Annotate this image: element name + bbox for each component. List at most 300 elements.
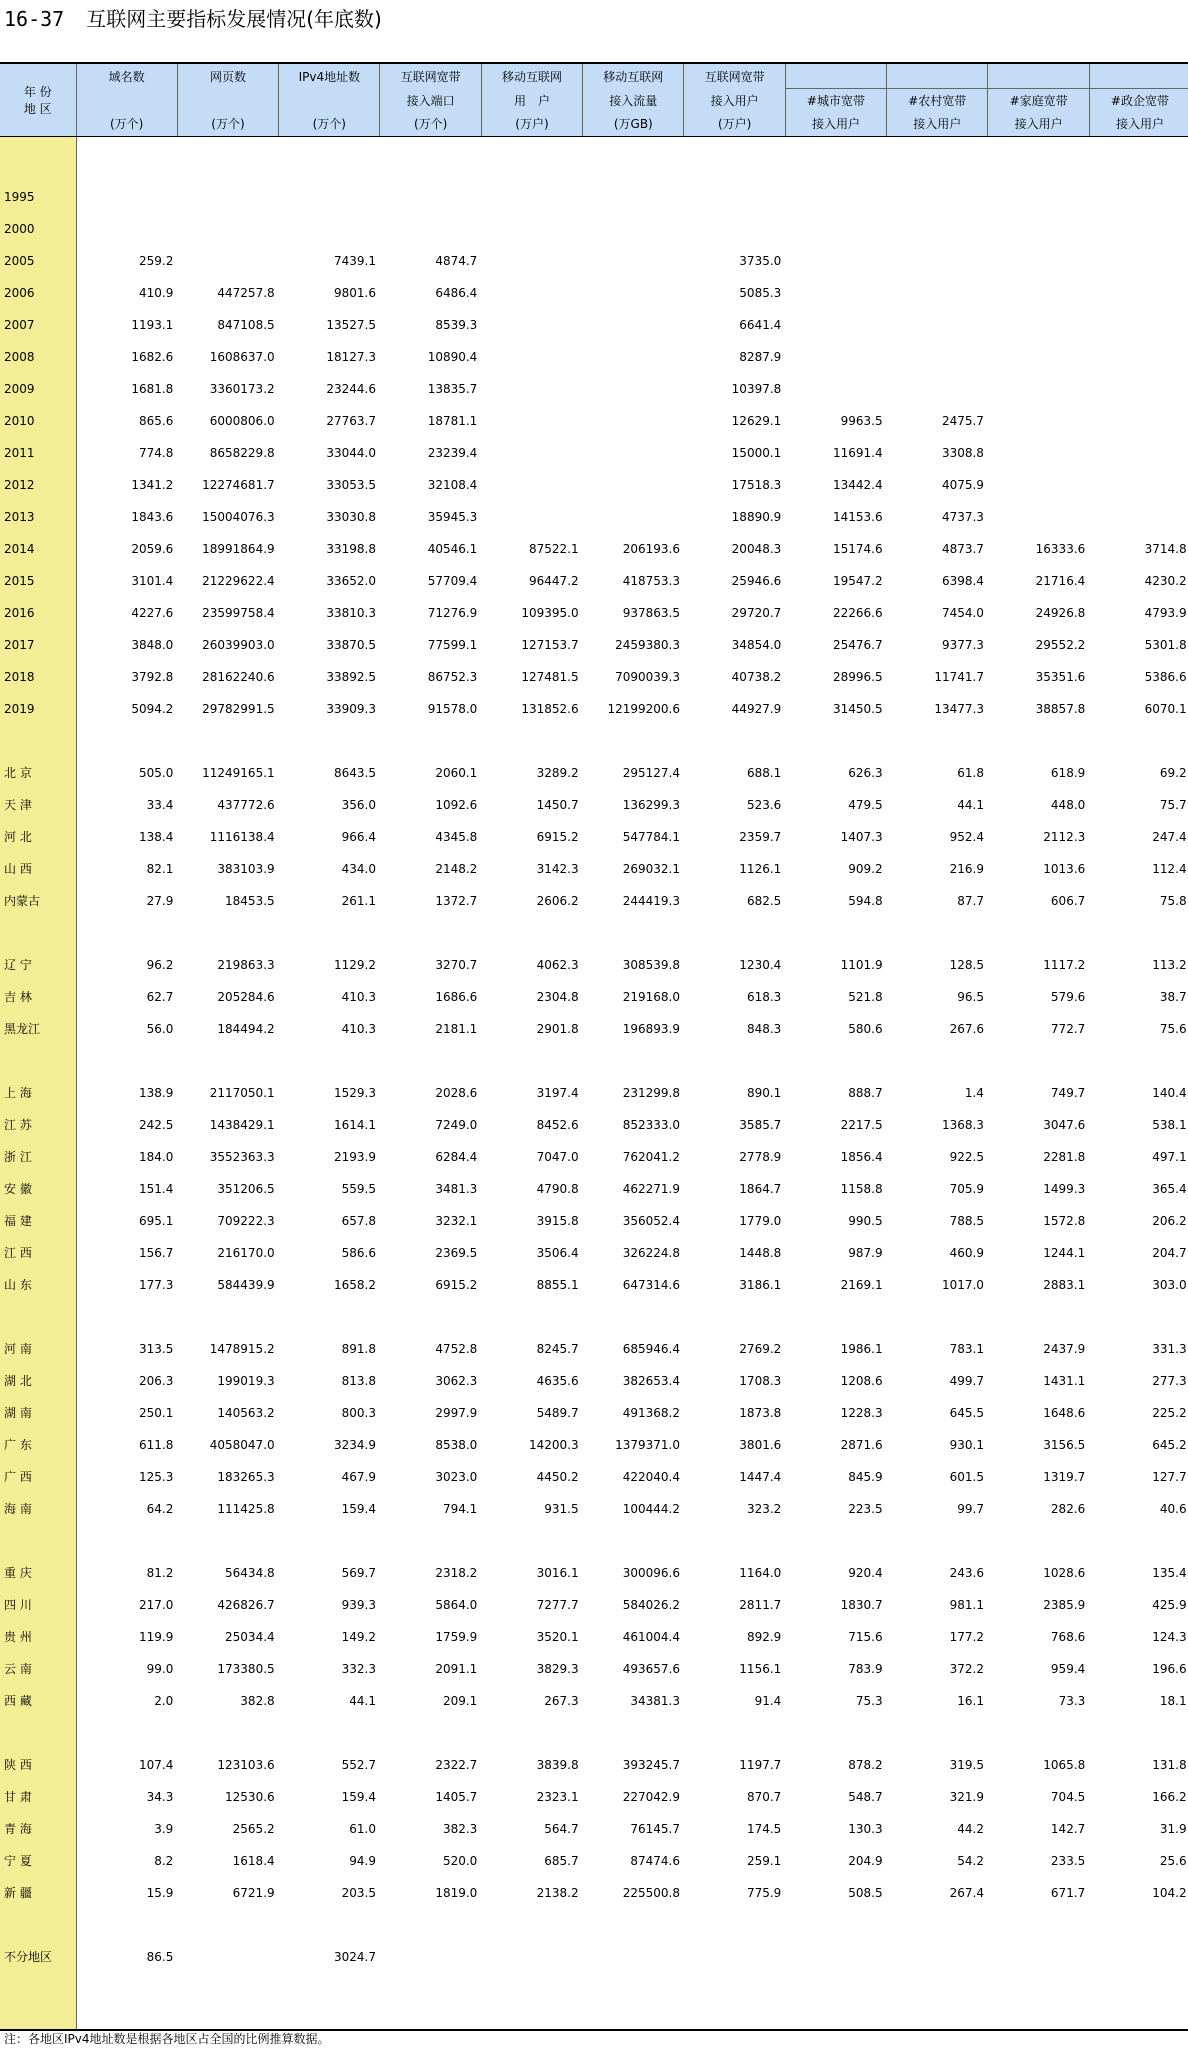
table-cell: 250.1 [138,1405,174,1420]
table-cell [785,341,886,373]
table-cell [481,501,582,533]
row-label: 云 南 [0,1653,76,1685]
table-cell: 931.5 [544,1501,579,1516]
table-cell: 6641.4 [739,317,782,332]
table-cell: 775.9 [746,1885,782,1900]
table-cell [583,469,684,501]
table-cell: 203.5 [341,1885,376,1900]
table-cell: 1648.6 [1043,1405,1086,1420]
spacer-row [0,1973,1188,2030]
table-cell: 3360173.2 [209,381,275,396]
table-cell: 86.5 [146,1949,174,1964]
table-row [0,373,1188,405]
table-row [0,885,1188,917]
row-label: 陕 西 [0,1749,76,1781]
table-cell [481,309,582,341]
table-cell: 959.4 [1050,1661,1086,1676]
table-cell: 12530.6 [225,1789,275,1804]
table-cell: 33198.8 [326,541,376,556]
row-label: 2015 [0,565,76,597]
column-header-1-mid [76,88,177,112]
table-cell: 1431.1 [1043,1373,1086,1388]
spacer-row [0,1525,1188,1557]
table-cell: 123103.6 [217,1757,275,1772]
table-cell: 177.3 [138,1277,174,1292]
table-cell: 939.3 [341,1597,376,1612]
table-cell: 331.3 [1152,1341,1187,1356]
table-row [0,469,1188,501]
table-cell [380,213,481,245]
row-label: 2009 [0,373,76,405]
table-row [0,1781,1188,1813]
table-cell: 762041.2 [622,1149,680,1164]
column-header-11-mid: #政企宽带 [1089,88,1188,112]
table-cell: 8287.9 [739,349,782,364]
table-cell: 2318.2 [435,1565,478,1580]
table-cell: 520.0 [442,1853,478,1868]
table-cell: 888.7 [848,1085,883,1100]
table-cell: 267.4 [949,1885,984,1900]
table-cell [380,1941,481,1973]
table-cell: 56434.8 [225,1565,275,1580]
table-cell: 112.4 [1152,861,1187,876]
table-cell: 845.9 [848,1469,883,1484]
row-label: 浙 江 [0,1141,76,1173]
row-label: 天 津 [0,789,76,821]
table-cell: 2459380.3 [615,637,680,652]
table-cell: 216170.0 [217,1245,275,1260]
table-cell: 3232.1 [435,1213,478,1228]
table-cell [583,181,684,213]
row-label: 上 海 [0,1077,76,1109]
table-cell [785,181,886,213]
table-cell [1089,213,1188,245]
table-cell: 5094.2 [131,701,174,716]
table-cell: 33810.3 [326,605,376,620]
row-label: 2008 [0,341,76,373]
table-row [0,1109,1188,1141]
table-cell: 21229622.4 [202,573,275,588]
table-cell: 40.6 [1159,1501,1187,1516]
table-cell: 772.7 [1050,1021,1086,1036]
row-label: 2007 [0,309,76,341]
column-header-6-bot: (万GB) [583,112,684,136]
table-cell: 76145.7 [630,1821,680,1836]
table-cell [887,373,988,405]
table-cell: 23239.4 [427,445,478,460]
table-cell: 13527.5 [326,317,376,332]
table-cell [279,213,380,245]
table-cell: 8.2 [154,1853,174,1868]
table-cell: 1116138.4 [209,829,275,844]
table-cell: 1156.1 [739,1661,782,1676]
table-cell: 244419.3 [622,893,680,908]
table-cell: 685.7 [544,1853,579,1868]
table-cell: 870.7 [746,1789,782,1804]
table-cell: 231299.8 [622,1085,680,1100]
table-cell: 209.1 [442,1693,478,1708]
column-header-7-bot: (万户) [684,112,785,136]
table-cell: 57709.4 [427,573,478,588]
column-header-9-top [887,64,988,88]
table-cell: 7439.1 [333,253,376,268]
table-cell: 96.2 [146,957,174,972]
table-cell: 18.1 [1159,1693,1187,1708]
table-cell [481,373,582,405]
table-cell: 7090039.3 [615,669,680,684]
table-cell: 3829.3 [536,1661,579,1676]
table-cell: 1117.2 [1043,957,1086,972]
table-cell: 111425.8 [217,1501,275,1516]
table-cell: 24926.8 [1035,605,1086,620]
table-cell: 461004.4 [622,1629,680,1644]
table-cell: 5864.0 [435,1597,478,1612]
table-cell: 579.6 [1050,989,1086,1004]
table-cell [1089,245,1188,277]
table-cell: 75.8 [1159,893,1187,908]
table-cell [1089,469,1188,501]
table-cell: 29782991.5 [202,701,275,716]
table-cell: 87474.6 [630,1853,680,1868]
table-cell: 3023.0 [435,1469,478,1484]
table-cell: 4737.3 [941,509,984,524]
table-cell: 313.5 [138,1341,174,1356]
table-cell: 626.3 [848,765,883,780]
table-cell: 8452.6 [536,1117,579,1132]
table-cell: 1228.3 [840,1405,883,1420]
row-label: 重 庆 [0,1557,76,1589]
table-cell [1089,437,1188,469]
table-cell: 33652.0 [326,573,376,588]
table-cell: 365.4 [1152,1181,1187,1196]
table-cell: 16333.6 [1035,541,1086,556]
row-label: 2006 [0,277,76,309]
table-cell: 183265.3 [217,1469,275,1484]
table-cell [988,277,1089,309]
table-cell: 54.2 [957,1853,984,1868]
table-row [0,501,1188,533]
table-row [0,1269,1188,1301]
table-cell: 434.0 [341,861,376,876]
table-cell: 174.5 [746,1821,782,1836]
table-cell: 892.9 [746,1629,782,1644]
table-cell: 259.1 [746,1853,782,1868]
table-row [0,213,1188,245]
table-cell: 32108.4 [427,477,478,492]
table-cell: 33053.5 [326,477,376,492]
table-cell: 547784.1 [622,829,680,844]
table-cell: 1.4 [964,1085,984,1100]
row-label: 山 西 [0,853,76,885]
table-cell: 12274681.7 [202,477,275,492]
table-cell: 4058047.0 [209,1437,275,1452]
table-cell: 749.7 [1050,1085,1086,1100]
table-cell: 216.9 [949,861,984,876]
table-cell: 505.0 [138,765,174,780]
table-cell: 2606.2 [536,893,579,908]
table-cell: 321.9 [949,1789,984,1804]
table-cell: 448.0 [1050,797,1086,812]
table-cell: 28162240.6 [202,669,275,684]
table-cell: 22266.6 [833,605,883,620]
table-cell: 261.1 [341,893,376,908]
table-cell: 783.9 [848,1661,883,1676]
table-cell: 33030.8 [326,509,376,524]
row-label: 1995 [0,181,76,213]
table-cell: 410.3 [341,989,376,1004]
table-row [0,1237,1188,1269]
table-cell: 5489.7 [536,1405,579,1420]
table-cell: 865.6 [138,413,174,428]
table-cell: 259.2 [138,253,174,268]
table-cell: 2059.6 [131,541,174,556]
table-cell: 27.9 [146,893,174,908]
table-cell: 7249.0 [435,1117,478,1132]
table-cell: 204.9 [848,1853,883,1868]
table-cell: 6915.2 [435,1277,478,1292]
table-cell [684,181,785,213]
table-cell: 96.5 [957,989,984,1004]
table-cell [785,213,886,245]
table-row [0,1813,1188,1845]
table-cell: 282.6 [1050,1501,1086,1516]
table-cell: 17518.3 [731,477,782,492]
table-cell: 4227.6 [131,605,174,620]
table-row [0,245,1188,277]
table-cell [887,245,988,277]
table-cell: 7277.7 [536,1597,579,1612]
table-cell: 35945.3 [427,509,478,524]
table-row [0,1333,1188,1365]
table-cell: 196.6 [1152,1661,1187,1676]
row-label: 甘 肃 [0,1781,76,1813]
table-cell: 584026.2 [622,1597,680,1612]
table-cell: 75.3 [855,1693,883,1708]
table-cell: 1819.0 [435,1885,478,1900]
table-cell: 1478915.2 [209,1341,275,1356]
table-cell: 966.4 [341,829,376,844]
table-cell: 151.4 [138,1181,174,1196]
table-cell: 2060.1 [435,765,478,780]
table-cell: 3552363.3 [209,1149,275,1164]
table-row [0,981,1188,1013]
table-cell [481,213,582,245]
table-cell: 15.9 [146,1885,174,1900]
row-label: 2014 [0,533,76,565]
table-cell: 3585.7 [739,1117,782,1132]
table-cell: 3062.3 [435,1373,478,1388]
table-cell: 2437.9 [1043,1341,1086,1356]
table-cell: 323.2 [746,1501,782,1516]
table-cell: 223.5 [848,1501,883,1516]
table-cell: 538.1 [1152,1117,1187,1132]
table-cell [177,245,278,277]
table-cell [481,245,582,277]
table-cell: 3792.8 [131,669,174,684]
table-cell: 2769.2 [739,1341,782,1356]
table-cell [583,501,684,533]
table-cell: 44927.9 [731,701,782,716]
table-row [0,1653,1188,1685]
table-cell: 447257.8 [217,285,275,300]
table-cell: 31450.5 [833,701,883,716]
table-cell: 173380.5 [217,1661,275,1676]
column-header-2-bot: (万个) [177,112,278,136]
table-cell: 695.1 [138,1213,174,1228]
table-cell: 788.5 [949,1213,984,1228]
table-cell: 33909.3 [326,701,376,716]
table-row [0,1013,1188,1045]
table-cell: 2359.7 [739,829,782,844]
table-cell: 523.6 [746,797,782,812]
table-cell: 219168.0 [622,989,680,1004]
table-cell: 768.6 [1050,1629,1086,1644]
table-cell: 1126.1 [739,861,782,876]
table-cell: 356052.4 [622,1213,680,1228]
table-cell: 2369.5 [435,1245,478,1260]
table-cell: 61.0 [349,1821,376,1836]
table-cell: 2565.2 [232,1821,275,1836]
table-cell: 96447.2 [529,573,579,588]
table-cell: 2778.9 [739,1149,782,1164]
table-cell: 94.9 [349,1853,376,1868]
table-cell: 75.7 [1159,797,1187,812]
table-cell [887,341,988,373]
table-cell: 3016.1 [536,1565,579,1580]
column-header-3-bot: (万个) [279,112,380,136]
table-cell: 1572.8 [1043,1213,1086,1228]
table-cell: 227042.9 [622,1789,680,1804]
column-header-3-mid [279,88,380,112]
table-cell: 657.8 [341,1213,376,1228]
table-cell: 104.2 [1152,1885,1187,1900]
table-cell [887,309,988,341]
table-cell [887,213,988,245]
table-cell: 2811.7 [739,1597,782,1612]
table-cell: 497.1 [1152,1149,1187,1164]
table-cell: 2148.2 [435,861,478,876]
table-row [0,1077,1188,1109]
table-cell: 1405.7 [435,1789,478,1804]
table-cell: 1986.1 [840,1341,883,1356]
table-cell: 1017.0 [941,1277,984,1292]
row-label: 2011 [0,437,76,469]
table-cell: 131.8 [1152,1757,1187,1772]
table-cell: 3481.3 [435,1181,478,1196]
table-cell: 8539.3 [435,317,478,332]
table-cell: 242.5 [138,1117,174,1132]
table-cell: 4075.9 [941,477,984,492]
table-cell: 3270.7 [435,957,478,972]
table-cell: 6486.4 [435,285,478,300]
table-cell: 688.1 [746,765,782,780]
table-cell: 1681.8 [131,381,174,396]
table-cell: 204.7 [1152,1245,1187,1260]
table-cell: 4752.8 [435,1341,478,1356]
table-cell: 6721.9 [232,1885,275,1900]
table-cell: 418753.3 [622,573,680,588]
row-label: 新 疆 [0,1877,76,1909]
table-row [0,1589,1188,1621]
spacer-row [0,1717,1188,1749]
table-cell [481,277,582,309]
table-cell: 131852.6 [521,701,579,716]
table-row [0,1461,1188,1493]
table-cell: 15000.1 [731,445,782,460]
table-cell: 1164.0 [739,1565,782,1580]
table-cell: 77599.1 [427,637,478,652]
table-cell: 140563.2 [217,1405,275,1420]
table-cell [1089,309,1188,341]
table-cell: 2871.6 [840,1437,883,1452]
table-cell [1089,181,1188,213]
table-row [0,693,1188,725]
table-cell: 267.6 [949,1021,984,1036]
table-cell: 33892.5 [326,669,376,684]
table-cell: 1450.7 [536,797,579,812]
table-cell [177,1941,278,1973]
table-cell: 10397.8 [731,381,782,396]
table-cell: 3308.8 [941,445,984,460]
column-header-1-top: 域名数 [76,64,177,88]
table-cell: 243.6 [949,1565,984,1580]
table-cell: 1614.1 [333,1117,376,1132]
table-cell [785,277,886,309]
table-cell [988,373,1089,405]
table-row [0,181,1188,213]
table-cell [481,181,582,213]
table-cell: 586.6 [341,1245,376,1260]
row-label: 福 建 [0,1205,76,1237]
table-cell: 1618.4 [232,1853,275,1868]
table-cell: 2323.1 [536,1789,579,1804]
table-cell: 5386.6 [1144,669,1187,684]
table-cell: 611.8 [138,1437,174,1452]
table-cell: 1759.9 [435,1629,478,1644]
table-cell: 878.2 [848,1757,883,1772]
table-cell: 87522.1 [529,541,579,556]
table-row [0,1173,1188,1205]
table-cell: 303.0 [1152,1277,1187,1292]
table-cell: 26039903.0 [202,637,275,652]
table-cell [481,1941,582,1973]
table-cell: 1856.4 [840,1149,883,1164]
table-cell: 426826.7 [217,1597,275,1612]
table-cell: 38.7 [1159,989,1187,1004]
table-cell [583,1941,684,1973]
table-cell: 783.1 [949,1341,984,1356]
table-cell: 225500.8 [622,1885,680,1900]
table-cell: 3839.8 [536,1757,579,1772]
table-cell: 6284.4 [435,1149,478,1164]
table-cell: 124.3 [1152,1629,1187,1644]
table-cell: 44.1 [957,797,984,812]
table-cell: 8538.0 [435,1437,478,1452]
table-cell: 25.6 [1159,1853,1187,1868]
table-cell: 33044.0 [326,445,376,460]
table-cell: 13477.3 [934,701,984,716]
row-label: 贵 州 [0,1621,76,1653]
table-cell: 1407.3 [840,829,883,844]
table-cell: 1608637.0 [209,349,275,364]
table-cell [481,405,582,437]
table-cell: 159.4 [341,1501,376,1516]
column-header-7-top: 互联网宽带 [684,64,785,88]
table-cell [988,341,1089,373]
table-row [0,309,1188,341]
table-cell: 2217.5 [840,1117,883,1132]
table-cell: 930.1 [949,1437,984,1452]
